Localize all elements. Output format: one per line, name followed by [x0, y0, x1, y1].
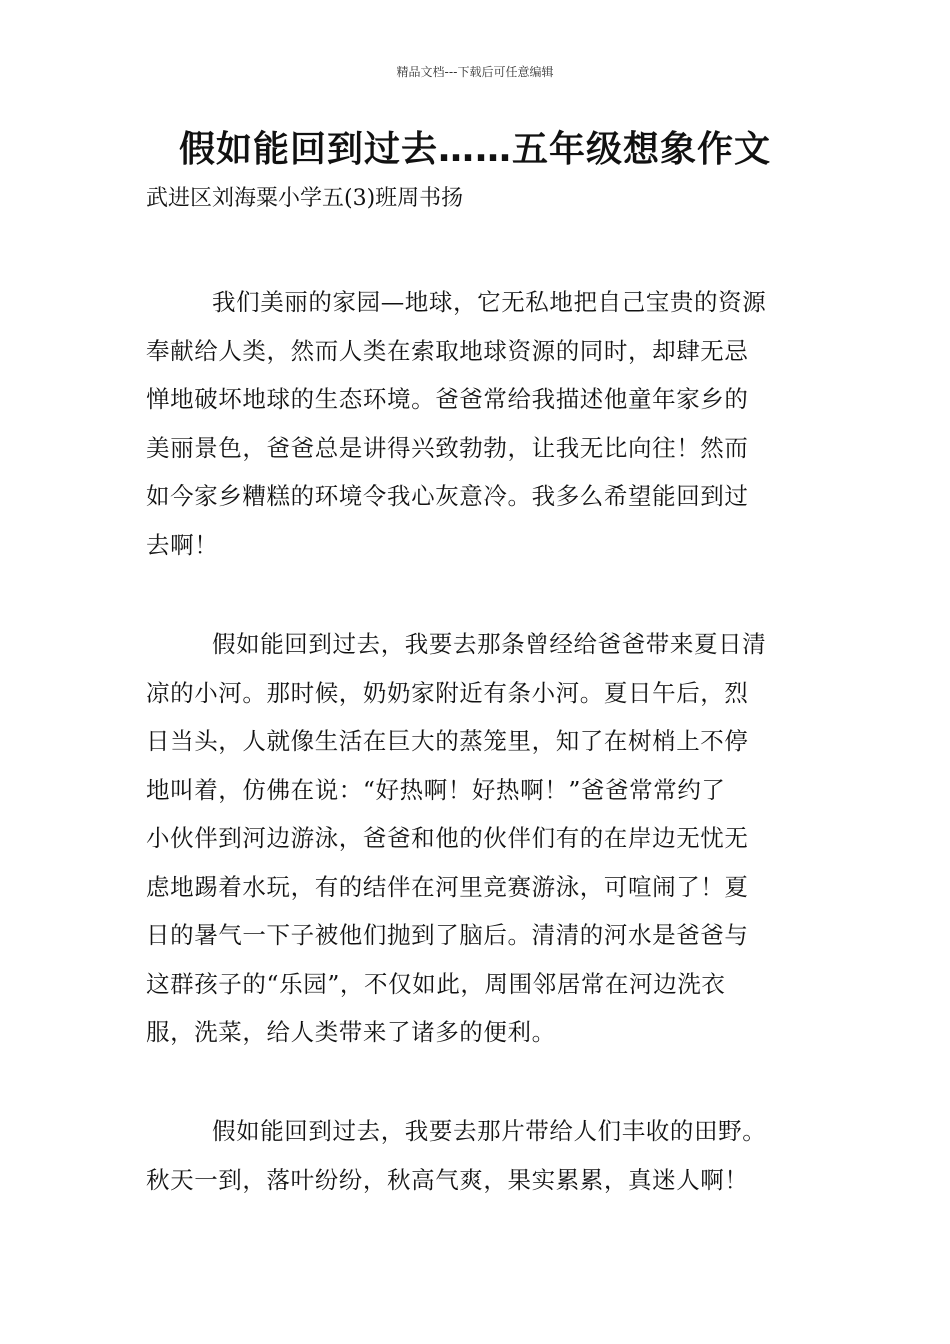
paragraph-2	[146, 620, 806, 1057]
paragraph-line: 美丽景色，爸爸总是讲得兴致勃勃，让我无比向往！然而	[146, 433, 749, 462]
paragraph-line: 地叫着，仿佛在说：“好热啊！好热啊！”爸爸常常约了	[146, 775, 726, 804]
paragraph-line: 小伙伴到河边游泳，爸爸和他的伙伴们有的在岸边无忧无	[146, 824, 749, 852]
header-note: 精品文档---下载后可任意编辑	[396, 65, 554, 79]
paragraph-line: 这群孩子的“乐园”，不仅如此，周围邻居常在河边洗衣	[146, 969, 726, 998]
paragraph-line: 虑地踢着水玩，有的结伴在河里竞赛游泳，可喧闹了！夏	[146, 872, 749, 901]
paragraph-line: 服，洗菜，给人类带来了诸多的便利。	[146, 1018, 556, 1046]
paragraph-line: 假如能回到过去，我要去那条曾经给爸爸带来夏日清	[212, 630, 767, 658]
paragraph-1	[146, 278, 806, 569]
author-byline: 武进区刘海粟小学五(3)班周书扬	[146, 186, 464, 211]
paragraph-line: 惮地破坏地球的生态环境。爸爸常给我描述他童年家乡的	[146, 385, 749, 413]
paragraph-line: 去啊！	[146, 530, 219, 559]
paragraph-line: 我们美丽的家园—地球，它无私地把自己宝贵的资源	[212, 288, 767, 316]
paragraph-line: 假如能回到过去，我要去那片带给人们丰收的田野。	[212, 1117, 767, 1145]
paragraph-line: 奉献给人类，然而人类在索取地球资源的同时，却肆无忌	[146, 336, 749, 365]
paragraph-line: 日的暑气一下子被他们抛到了脑后。清清的河水是爸爸与	[146, 921, 749, 949]
paragraph-line: 如今家乡糟糕的环境令我心灰意冷。我多么希望能回到过	[146, 482, 749, 510]
page-title: 假如能回到过去……五年级想象作文	[178, 129, 771, 170]
paragraph-line: 秋天一到，落叶纷纷，秋高气爽，果实累累，真迷人啊！	[146, 1165, 749, 1194]
paragraph-3	[146, 1107, 806, 1204]
paragraph-line: 日当头，人就像生活在巨大的蒸笼里，知了在树梢上不停	[146, 727, 749, 755]
paragraph-line: 凉的小河。那时候，奶奶家附近有条小河。夏日午后，烈	[146, 678, 749, 707]
